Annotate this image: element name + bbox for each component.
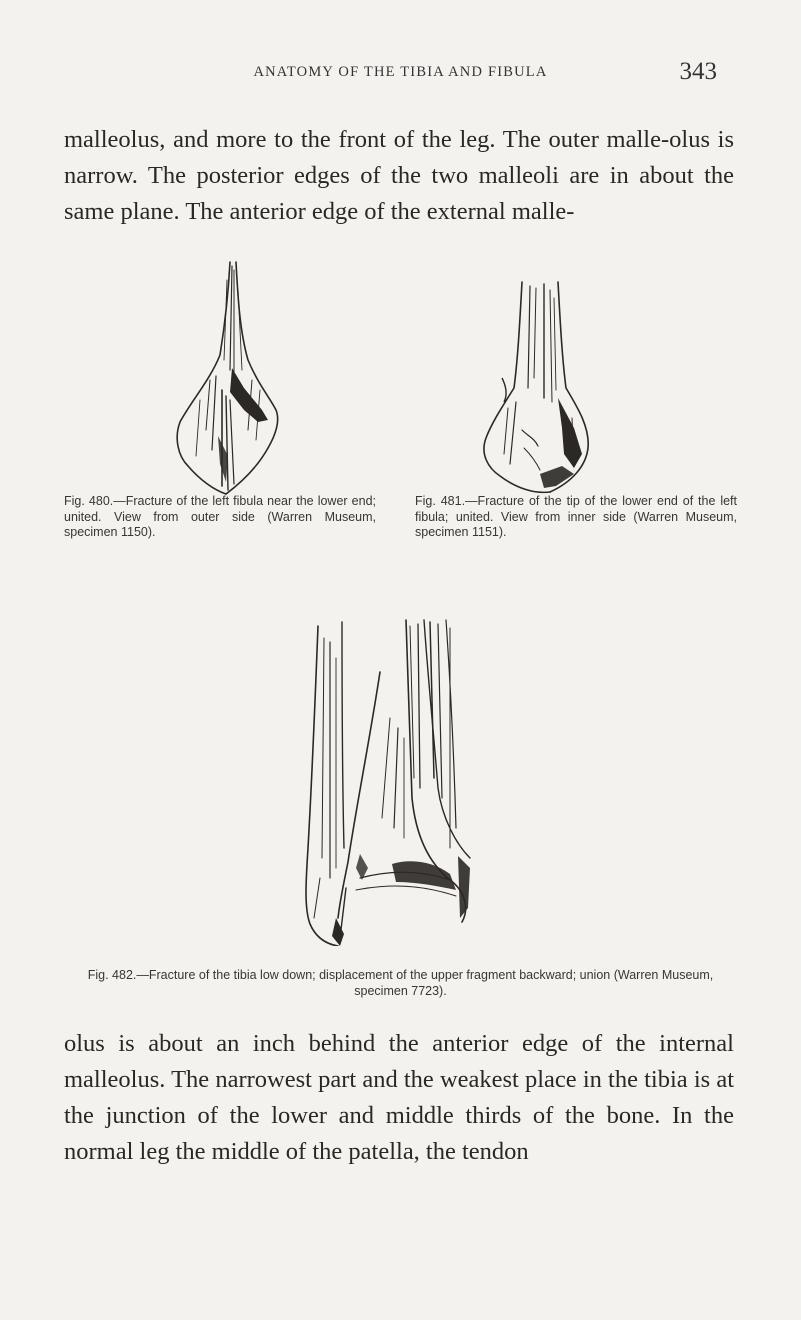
paragraph-top: malleolus, and more to the front of the leg. The outer malle-olus is narrow. The posterior edges of the two malleoli are in about the same plane. The anterior edge of the external malle- — [64, 126, 734, 225]
figure-482-caption: Fig. 482.—Fracture of the tibia low down; displacement of the upper fragment backward; union (Warren Museum, specimen 7723). — [87, 968, 714, 998]
page-number: 343 — [679, 58, 717, 85]
figure-481-fibula-illustration — [478, 278, 594, 500]
figure-481-caption: Fig. 481.—Fracture of the tip of the lower end of the left fibula; united. View from inner side (Warren Museum, specimen 1151). — [415, 494, 737, 539]
figure-480-caption: Fig. 480.—Fracture of the left fibula near the lower end; united. View from outer side (Warren Museum, specimen 1150). — [64, 494, 376, 539]
running-header — [0, 58, 801, 85]
figure-480-fibula-illustration — [170, 260, 290, 496]
figure-482-tibia-illustration — [300, 618, 476, 946]
paragraph-bottom: olus is about an inch behind the anterior edge of the internal malleolus. The narrowest part and the weakest place in the tibia is at the junction of the lower and middle thirds of the bone. In the normal leg the middle of the patella, the tendon — [64, 1030, 734, 1165]
running-title: ANATOMY OF THE TIBIA AND FIBULA — [253, 64, 548, 80]
